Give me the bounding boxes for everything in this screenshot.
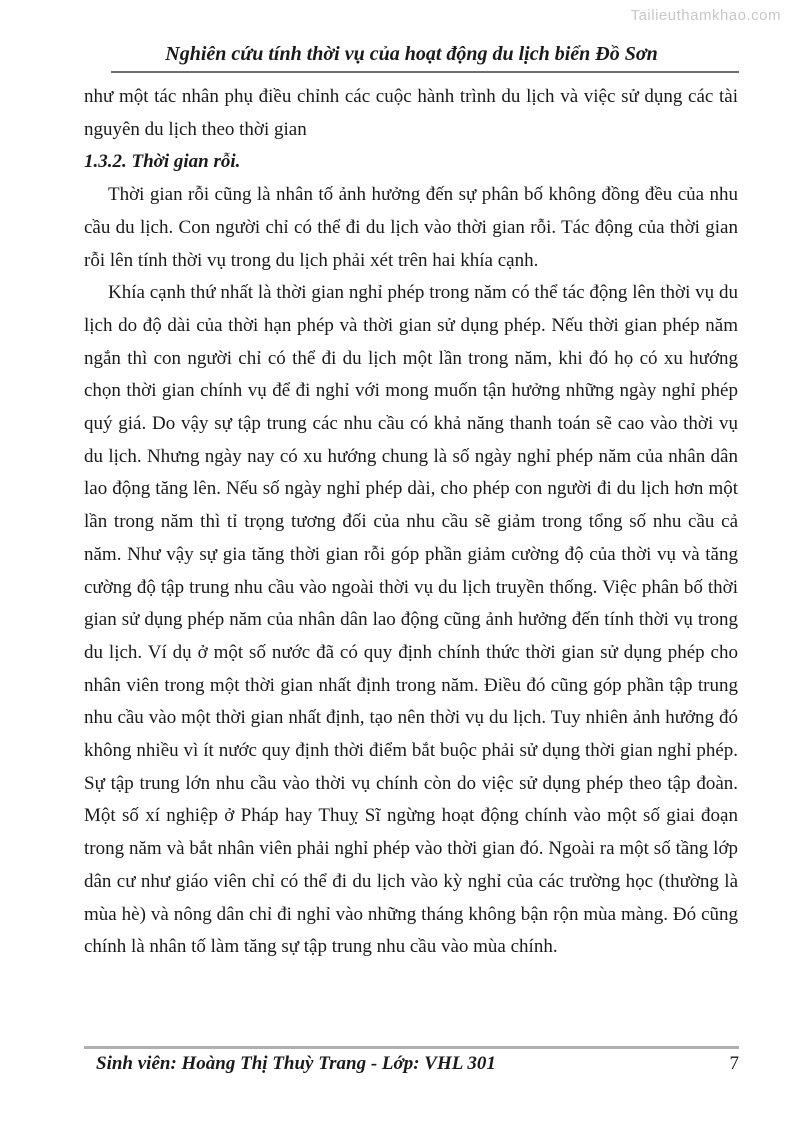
- page-number: 7: [729, 1053, 739, 1074]
- body-paragraph: Khía cạnh thứ nhất là thời gian nghỉ phép trong năm có thể tác động lên thời vụ du lịch do độ dài của thời hạn phép và thời gian sử dụng phép. Nếu thời gian phép năm ngắn thì con người chỉ có thể đi du lịch một lần trong năm, khi đó họ có xu hướng chọn thời gian chính vụ để đi nghỉ với mong muốn tận hưởng những ngày nghỉ phép quý giá. Do vậy sự tập trung các nhu cầu có khả năng thanh toán sẽ cao vào thời vụ du lịch. Nhưng ngày nay có xu hướng chung là số ngày nghỉ phép năm của nhân dân lao động tăng lên. Nếu số ngày nghỉ phép dài, cho phép con người đi du lịch hơn một lần trong năm thì tỉ trọng tương đối của nhu cầu sẽ giảm trong tổng số nhu cầu cả năm. Như vậy sự gia tăng thời gian rỗi góp phần giảm cường độ của thời vụ và tăng cường độ tập trung nhu cầu vào ngoài thời vụ du lịch truyền thống. Việc phân bố thời gian sử dụng phép năm của nhân dân lao động cũng ảnh hưởng đến tính thời vụ trong du lịch. Ví dụ ở một số nước đã có quy định chính thức thời gian sử dụng phép cho nhân viên trong một thời gian nhất định trong năm. Điều đó cũng góp phần tập trung nhu cầu vào một thời gian nhất định, tạo nên thời vụ du lịch. Tuy nhiên ảnh hưởng đó không nhiều vì ít nước quy định thời điểm bắt buộc phải sử dụng thời gian nghỉ phép. Sự tập trung lớn nhu cầu vào thời vụ chính còn do việc sử dụng phép theo tập đoàn. Một số xí nghiệp ở Pháp hay Thuỵ Sĩ ngừng hoạt động chính vào một số giai đoạn trong năm và bắt nhân viên phải nghỉ phép vào thời gian đó. Ngoài ra một số tầng lớp dân cư như giáo viên chỉ có thể đi du lịch vào kỳ nghỉ của các trường học (thường là mùa hè) và nông dân chỉ đi nghỉ vào những tháng không bận rộn mùa màng. Đó cũng chính là nhân tố làm tăng sự tập trung nhu cầu vào mùa chính.: [84, 282, 738, 958]
- page-footer: [84, 1046, 739, 1075]
- intro-paragraph: như một tác nhân phụ điều chỉnh các cuộc hành trình du lịch và việc sử dụng các tài nguyên du lịch theo thời gian: [84, 86, 738, 140]
- header-rule: [111, 71, 739, 73]
- footer-row: [84, 1053, 739, 1075]
- section-heading: 1.3.2. Thời gian rỗi.: [84, 151, 241, 173]
- footer-rule: [84, 1046, 739, 1049]
- page-title: Nghiên cứu tính thời vụ của hoạt động du lịch biển Đồ Sơn: [165, 43, 658, 65]
- footer-author: Sinh viên: Hoàng Thị Thuỳ Trang - Lớp: VHL 301: [96, 1053, 496, 1074]
- watermark: Tailieuthamkhao.com: [630, 7, 781, 24]
- page-body: [84, 81, 738, 964]
- body-paragraph: Thời gian rỗi cũng là nhân tố ảnh hưởng đến sự phân bố không đồng đều của nhu cầu du lịch. Con người chỉ có thể đi du lịch vào thời gian rỗi. Tác động của thời gian rỗi lên tính thời vụ trong du lịch phải xét trên hai khía cạnh.: [84, 184, 738, 271]
